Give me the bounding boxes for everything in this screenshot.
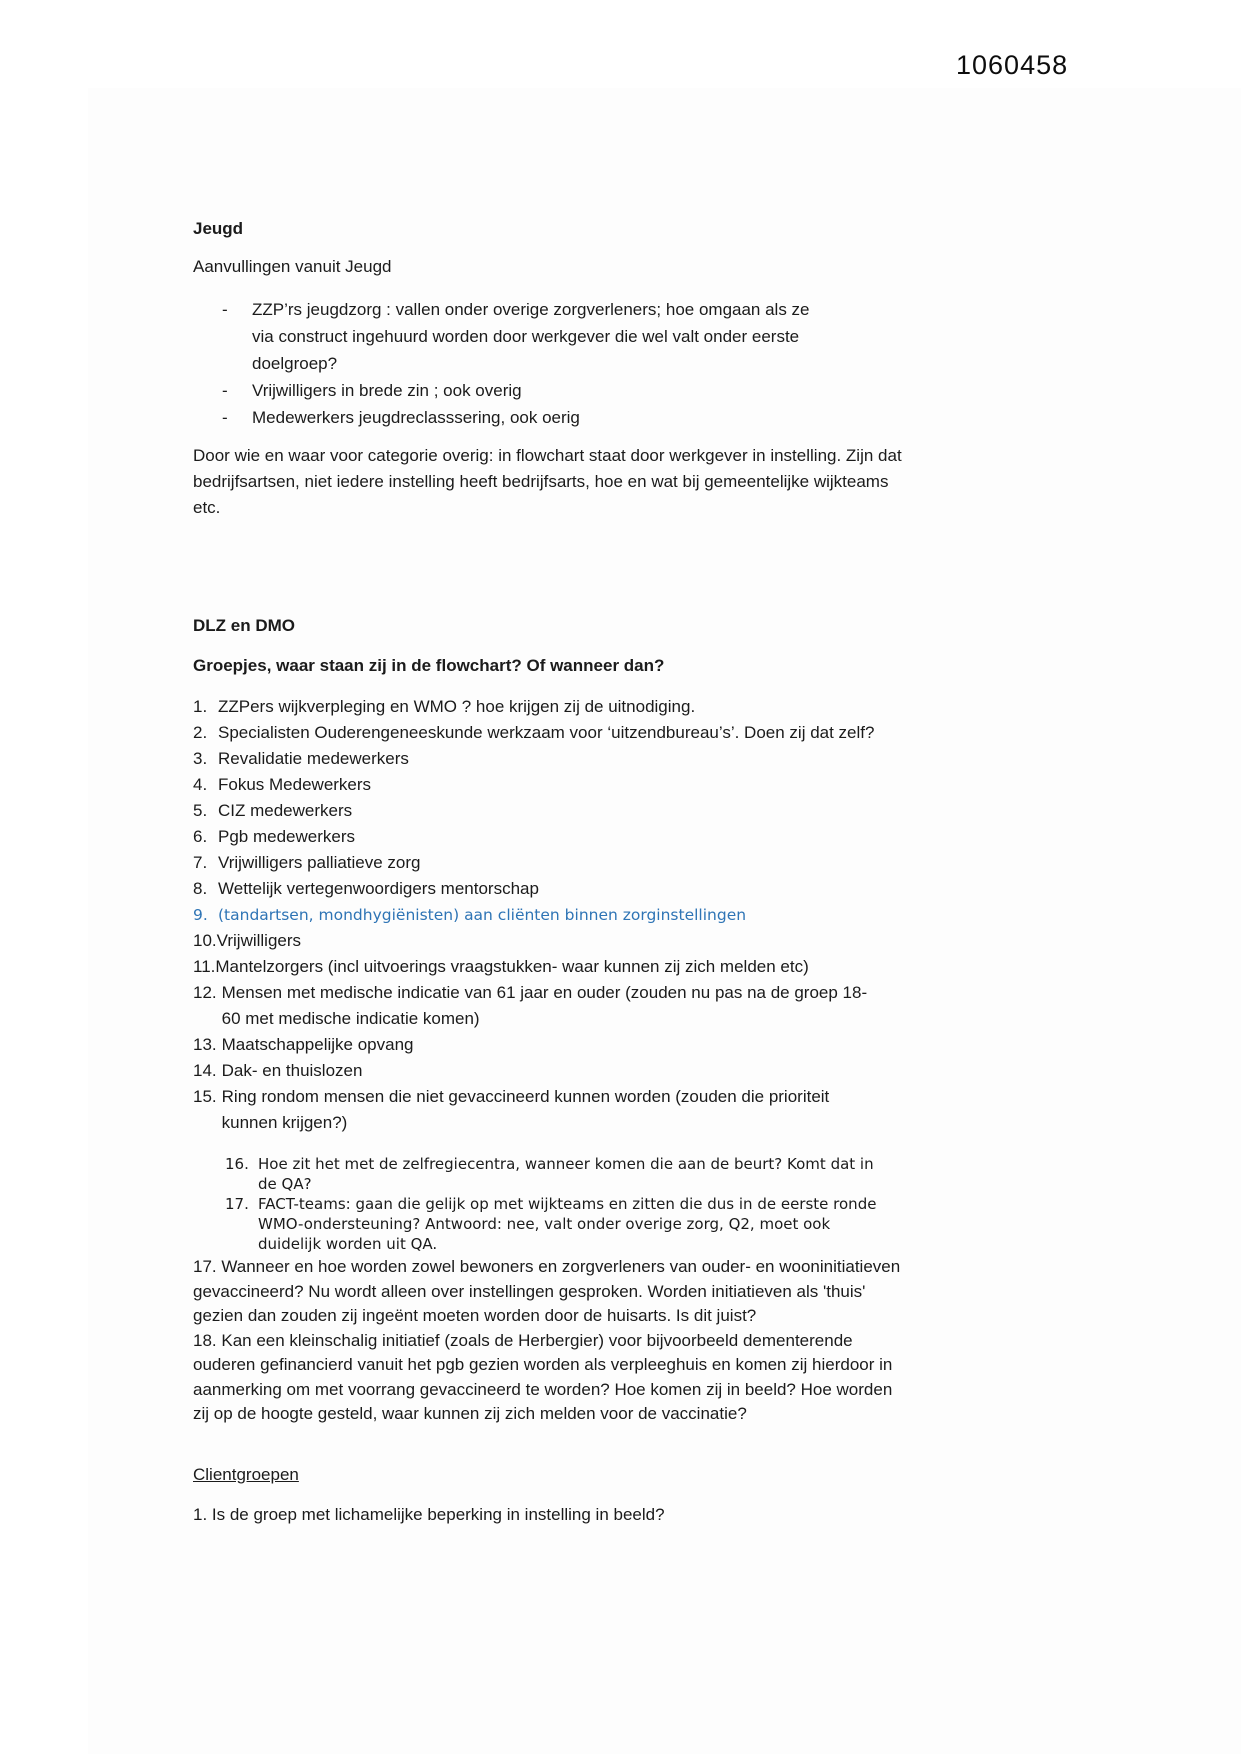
bullet-marker: -	[222, 381, 228, 400]
item-number: 8.	[193, 879, 208, 898]
jeugd-bullet-list	[193, 296, 825, 431]
item-number: 5.	[193, 801, 208, 820]
bullet-marker: -	[222, 300, 228, 319]
item-number: 13.	[193, 1035, 217, 1054]
item-text: Fokus Medewerkers	[218, 775, 372, 794]
client-item: 1. Is de groep met lichamelijke beperking in instelling in beeld?	[193, 1504, 665, 1524]
item-number: 16.	[225, 1155, 249, 1173]
item-number: 15.	[193, 1087, 217, 1106]
numbered-item	[193, 928, 885, 954]
jeugd-intro: Aanvullingen vanuit Jeugd	[193, 257, 392, 276]
dlz-inset-list	[225, 1154, 885, 1254]
item-text: Vrijwilligers palliatieve zorg	[218, 853, 421, 872]
item-number: 2.	[193, 723, 208, 742]
jeugd-paragraph: Door wie en waar voor categorie overig: in flowchart staat door werkgever in instelling. Zijn dat bedrijfsartsen, niet iedere instelling heeft bedrijfsarts, hoe en wat bij gemeentelijke wijkteams etc.	[193, 446, 902, 517]
dlz-subheading: Groepjes, waar staan zij in de flowchart? Of wanneer dan?	[193, 656, 665, 675]
dlz-follow-paragraphs	[193, 1255, 909, 1427]
numbered-item	[193, 980, 885, 1032]
bullet-marker: -	[222, 408, 228, 427]
item-number: 6.	[193, 827, 208, 846]
item-text: FACT-teams: gaan die gelijk op met wijkteams en zitten die dus in de eerste ronde WMO-ondersteuning? Antwoord: nee, valt onder overige zorg, Q2, moet ook duidelijk worden uit QA.	[258, 1195, 877, 1253]
numbered-item	[193, 876, 885, 902]
inset-item	[225, 1154, 885, 1194]
inset-item	[225, 1194, 885, 1254]
item-number: 11.	[193, 957, 216, 976]
item-text: Wettelijk vertegenwoordigers mentorschap	[218, 879, 539, 898]
numbered-item	[193, 1058, 885, 1084]
item-text: Ring rondom mensen die niet gevaccineerd kunnen worden (zouden die prioriteit kunnen krijgen?)	[221, 1087, 830, 1132]
item-number: 14.	[193, 1061, 217, 1080]
bullet-item	[193, 296, 825, 377]
item-text: Hoe zit het met de zelfregiecentra, wanneer komen die aan de beurt? Komt dat in de QA?	[258, 1155, 874, 1193]
numbered-item	[193, 954, 885, 980]
item-text: ZZPers wijkverpleging en WMO ? hoe krijgen zij de uitnodiging.	[218, 697, 696, 716]
item-text: Maatschappelijke opvang	[221, 1035, 414, 1054]
numbered-item	[193, 902, 885, 928]
numbered-item	[193, 746, 885, 772]
item-number: 4.	[193, 775, 208, 794]
item-text: Vrijwilligers	[216, 931, 302, 950]
dlz-numbered-list	[193, 694, 885, 1136]
item-text: Mantelzorgers (incl uitvoerings vraagstukken- waar kunnen zij zich melden etc)	[215, 957, 809, 976]
bullet-text: Medewerkers jeugdreclasssering, ook oerig	[252, 408, 580, 427]
numbered-item	[193, 1084, 885, 1136]
item-text: Specialisten Ouderengeneeskunde werkzaam voor ‘uitzendbureau’s’. Doen zij dat zelf?	[218, 723, 875, 742]
item-number: 10.	[193, 931, 217, 950]
item-number: 9.	[193, 906, 208, 924]
bullet-text: ZZP’rs jeugdzorg : vallen onder overige zorgverleners; hoe omgaan als ze via construct ingehuurd worden door werkgever die wel valt onder eerste doelgroep?	[252, 300, 810, 373]
item-text: Revalidatie medewerkers	[218, 749, 409, 768]
item-text: Mensen met medische indicatie van 61 jaar en ouder (zouden nu pas na de groep 18-60 met medische indicatie komen)	[221, 983, 868, 1028]
jeugd-heading: Jeugd	[193, 219, 244, 238]
page-number: 1060458	[956, 50, 1069, 80]
item-number: 1.	[193, 697, 208, 716]
numbered-item	[193, 798, 885, 824]
numbered-paragraph: 17. Wanneer en hoe worden zowel bewoners en zorgverleners van ouder- en wooninitiatieven gevaccineerd? Nu wordt alleen over instellingen gesproken. Worden initiatieven als 'thuis' gezien dan zouden zij ingeënt moeten worden door de huisarts. Is dit juist?	[193, 1257, 901, 1325]
item-number: 17.	[225, 1195, 249, 1213]
numbered-item	[193, 772, 885, 798]
bullet-item	[193, 377, 825, 404]
item-text: Pgb medewerkers	[218, 827, 356, 846]
numbered-item	[193, 720, 885, 746]
item-text: Dak- en thuislozen	[221, 1061, 363, 1080]
numbered-item	[193, 694, 885, 720]
item-number: 3.	[193, 749, 208, 768]
dlz-heading: DLZ en DMO	[193, 616, 295, 635]
item-number: 12.	[193, 983, 217, 1002]
item-text: CIZ medewerkers	[218, 801, 353, 820]
numbered-item	[193, 824, 885, 850]
numbered-item	[193, 850, 885, 876]
numbered-paragraph: 18. Kan een kleinschalig initiatief (zoals de Herbergier) voor bijvoorbeeld dementerende ouderen gefinancierd vanuit het pgb gezien worden als verpleeghuis en komen zij hierdoor in aanmerking om met voorrang gevaccineerd te worden? Hoe komen zij in beeld? Hoe worden zij op de hoogte gesteld, waar kunnen zij zich melden voor de vaccinatie?	[193, 1330, 893, 1423]
client-heading: Clientgroepen	[193, 1464, 299, 1484]
item-number: 7.	[193, 853, 208, 872]
document-content	[193, 216, 909, 1528]
bullet-item	[193, 404, 825, 431]
item-text: (tandartsen, mondhygiënisten) aan cliënten binnen zorginstellingen	[218, 906, 747, 924]
bullet-text: Vrijwilligers in brede zin ; ook overig	[252, 381, 522, 400]
numbered-item	[193, 1032, 885, 1058]
